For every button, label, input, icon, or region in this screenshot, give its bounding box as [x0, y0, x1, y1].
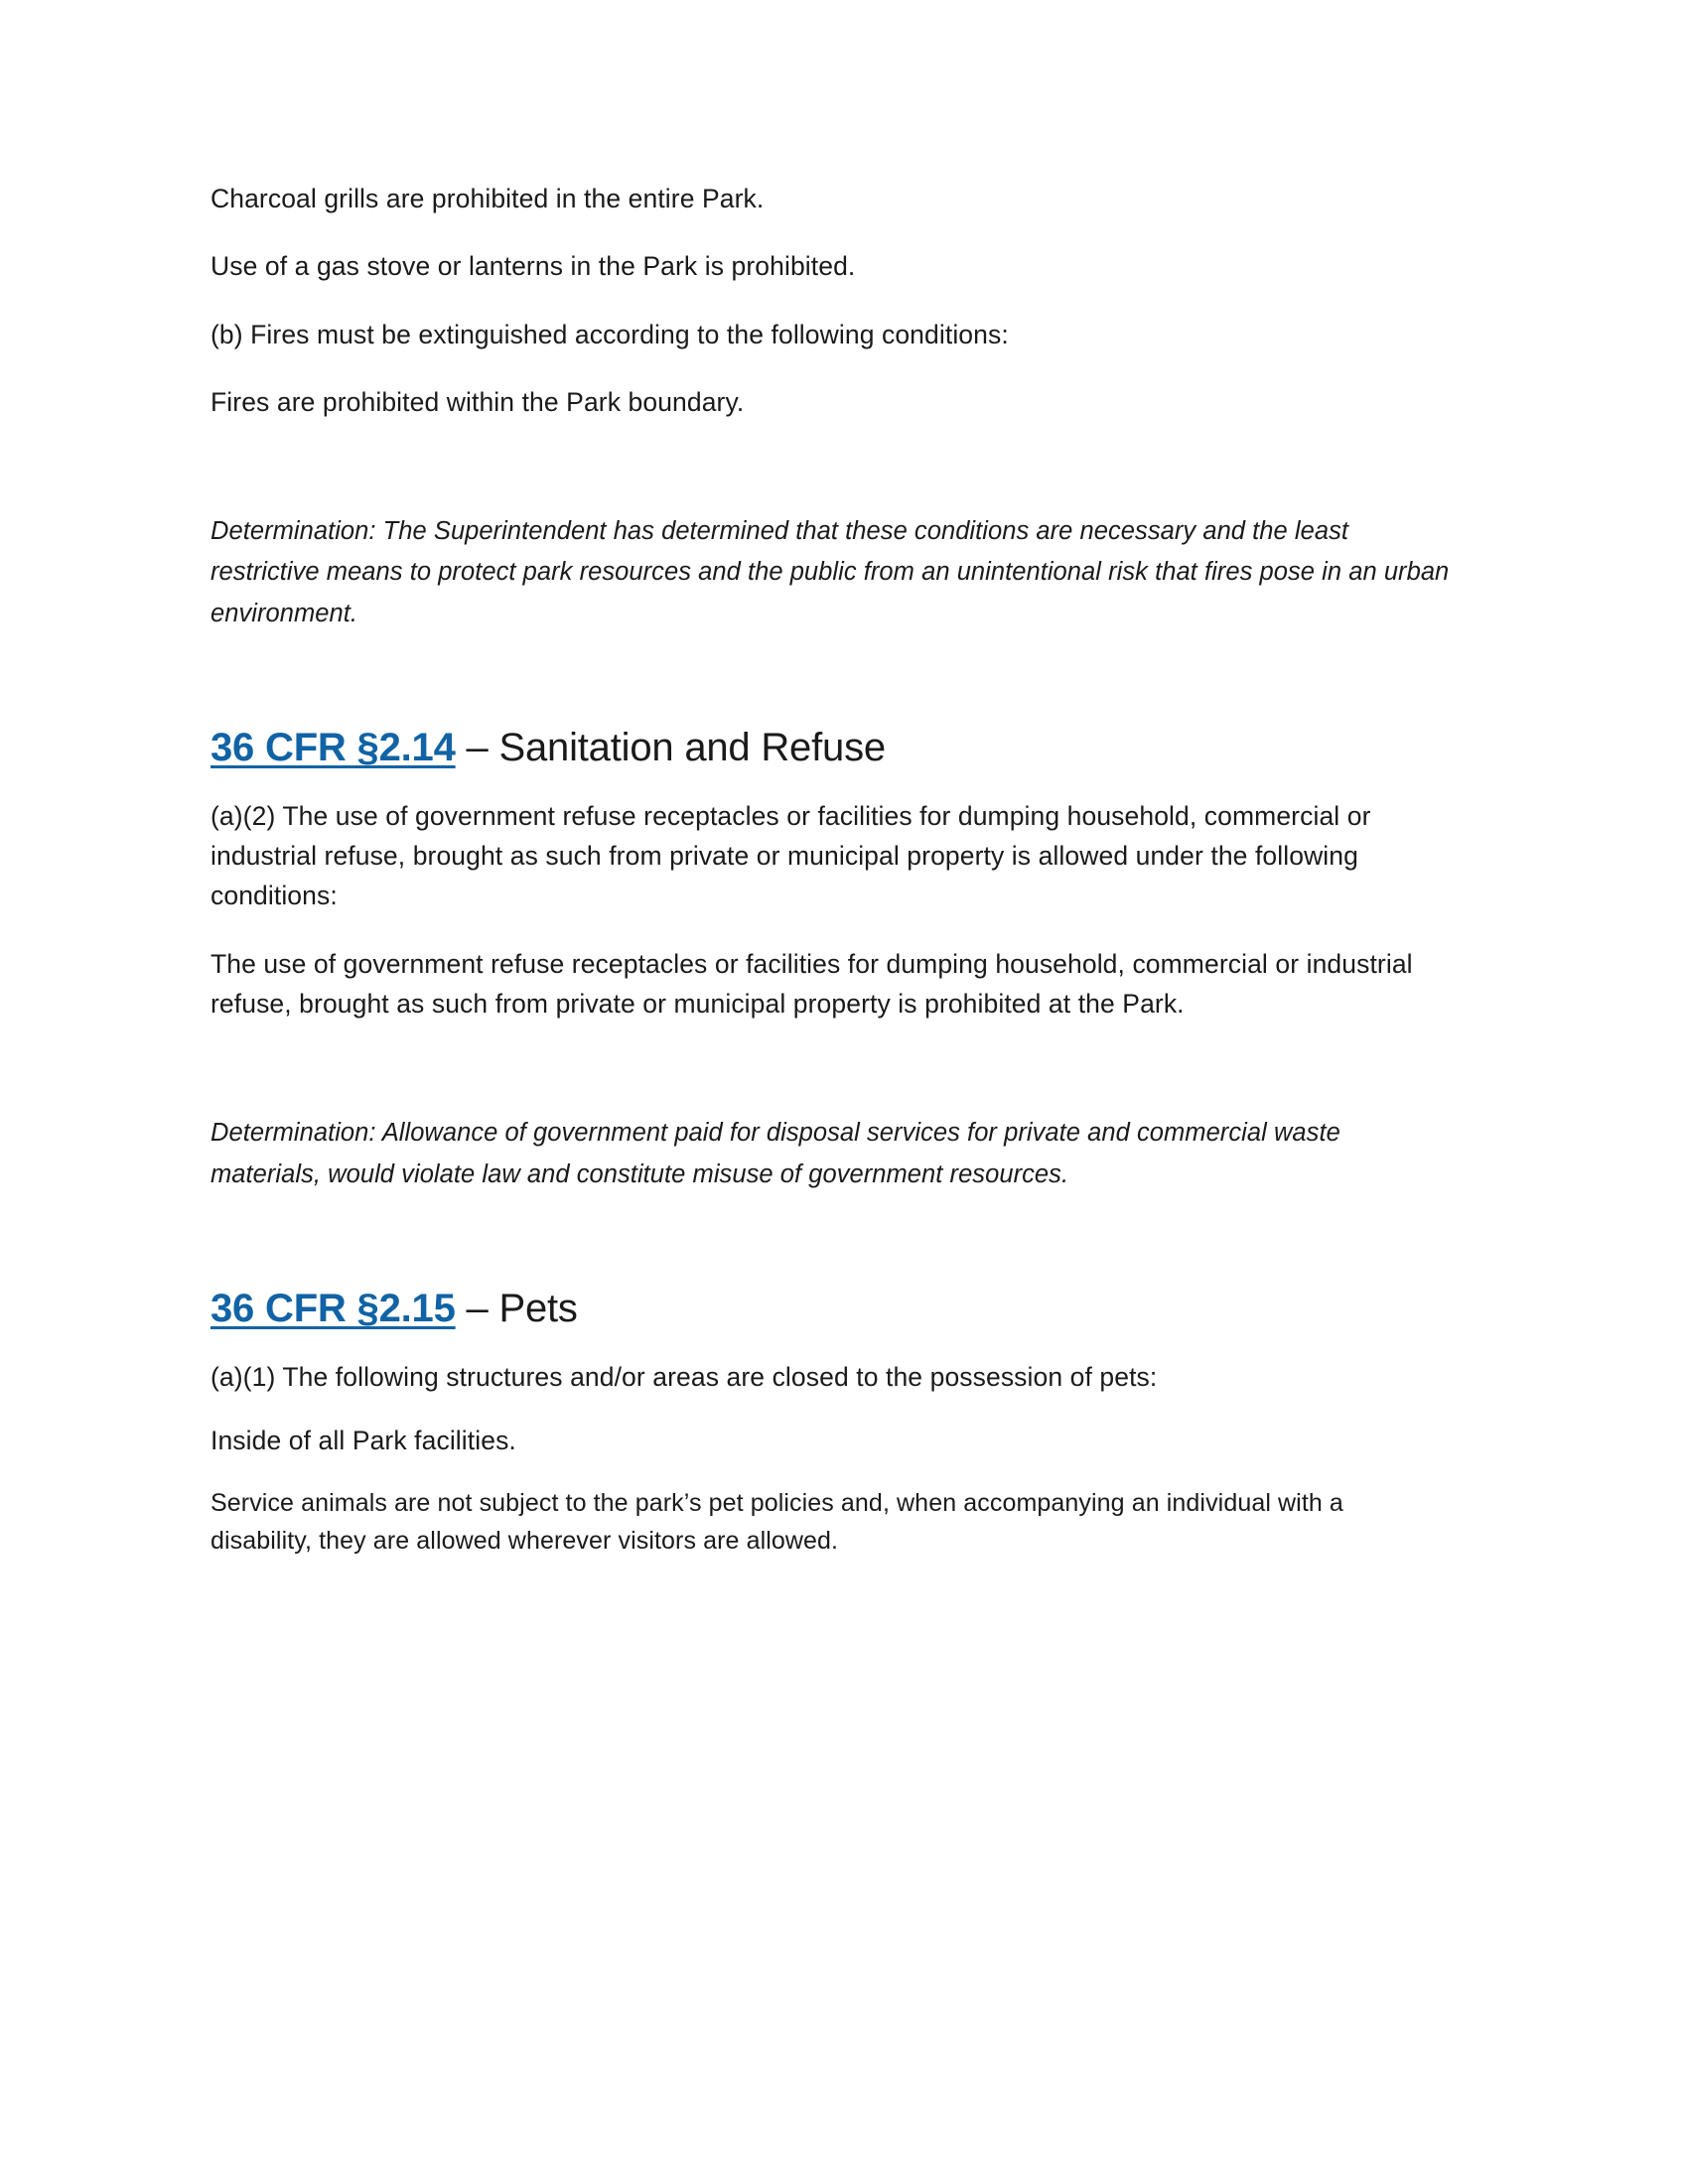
paragraph-fires-prohibited: Fires are prohibited within the Park boundary. [211, 386, 745, 417]
determination-sanitation: Determination: Allowance of government paid for disposal services for private and commercial waste materials, would violate law and constitute misuse of government resources. [211, 1119, 1340, 1188]
spacer [211, 1051, 1452, 1113]
document-body [211, 179, 1452, 1587]
cfr-link-2-15[interactable]: 36 CFR §2.15 [211, 1286, 456, 1330]
section-title-2-14: – Sanitation and Refuse [455, 725, 886, 769]
paragraph-charcoal-grills: Charcoal grills are prohibited in the entire Park. [211, 184, 765, 213]
paragraph-inside-park-facilities: Inside of all Park facilities. [211, 1426, 516, 1456]
section-heading-2-14 [211, 726, 1452, 770]
section-heading-2-15 [211, 1287, 1452, 1331]
paragraph-refuse-conditions: (a)(2) The use of government refuse receptacles or facilities for dumping household, commercial or industrial refuse, brought as such from private or municipal property is allowed under the following conditions: [211, 800, 1371, 911]
spacer [211, 634, 1452, 726]
spacer [211, 1195, 1452, 1287]
paragraph-fires-extinguished: (b) Fires must be extinguished according to the following conditions: [211, 319, 1009, 349]
section-title-2-15: – Pets [455, 1286, 578, 1330]
paragraph-gas-stove: Use of a gas stove or lanterns in the Park is prohibited. [211, 251, 856, 282]
paragraph-pets-closed-areas: (a)(1) The following structures and/or areas are closed to the possession of pets: [211, 1361, 1158, 1392]
paragraph-refuse-prohibited: The use of government refuse receptacles or facilities for dumping household, commercial or industrial refuse, brought as such from private or municipal property is prohibited at the Park. [211, 948, 1413, 1020]
cfr-link-2-14[interactable]: 36 CFR §2.14 [211, 725, 456, 769]
determination-fires: Determination: The Superintendent has determined that these conditions are necessary and the least restrictive means to protect park resources and the public from an unintentional risk that fires pose in an urban environment. [211, 517, 1450, 627]
paragraph-service-animals: Service animals are not subject to the park’s pet policies and, when accompanying an individual with a disability, they are allowed wherever visitors are allowed. [211, 1489, 1343, 1556]
spacer [211, 450, 1452, 511]
